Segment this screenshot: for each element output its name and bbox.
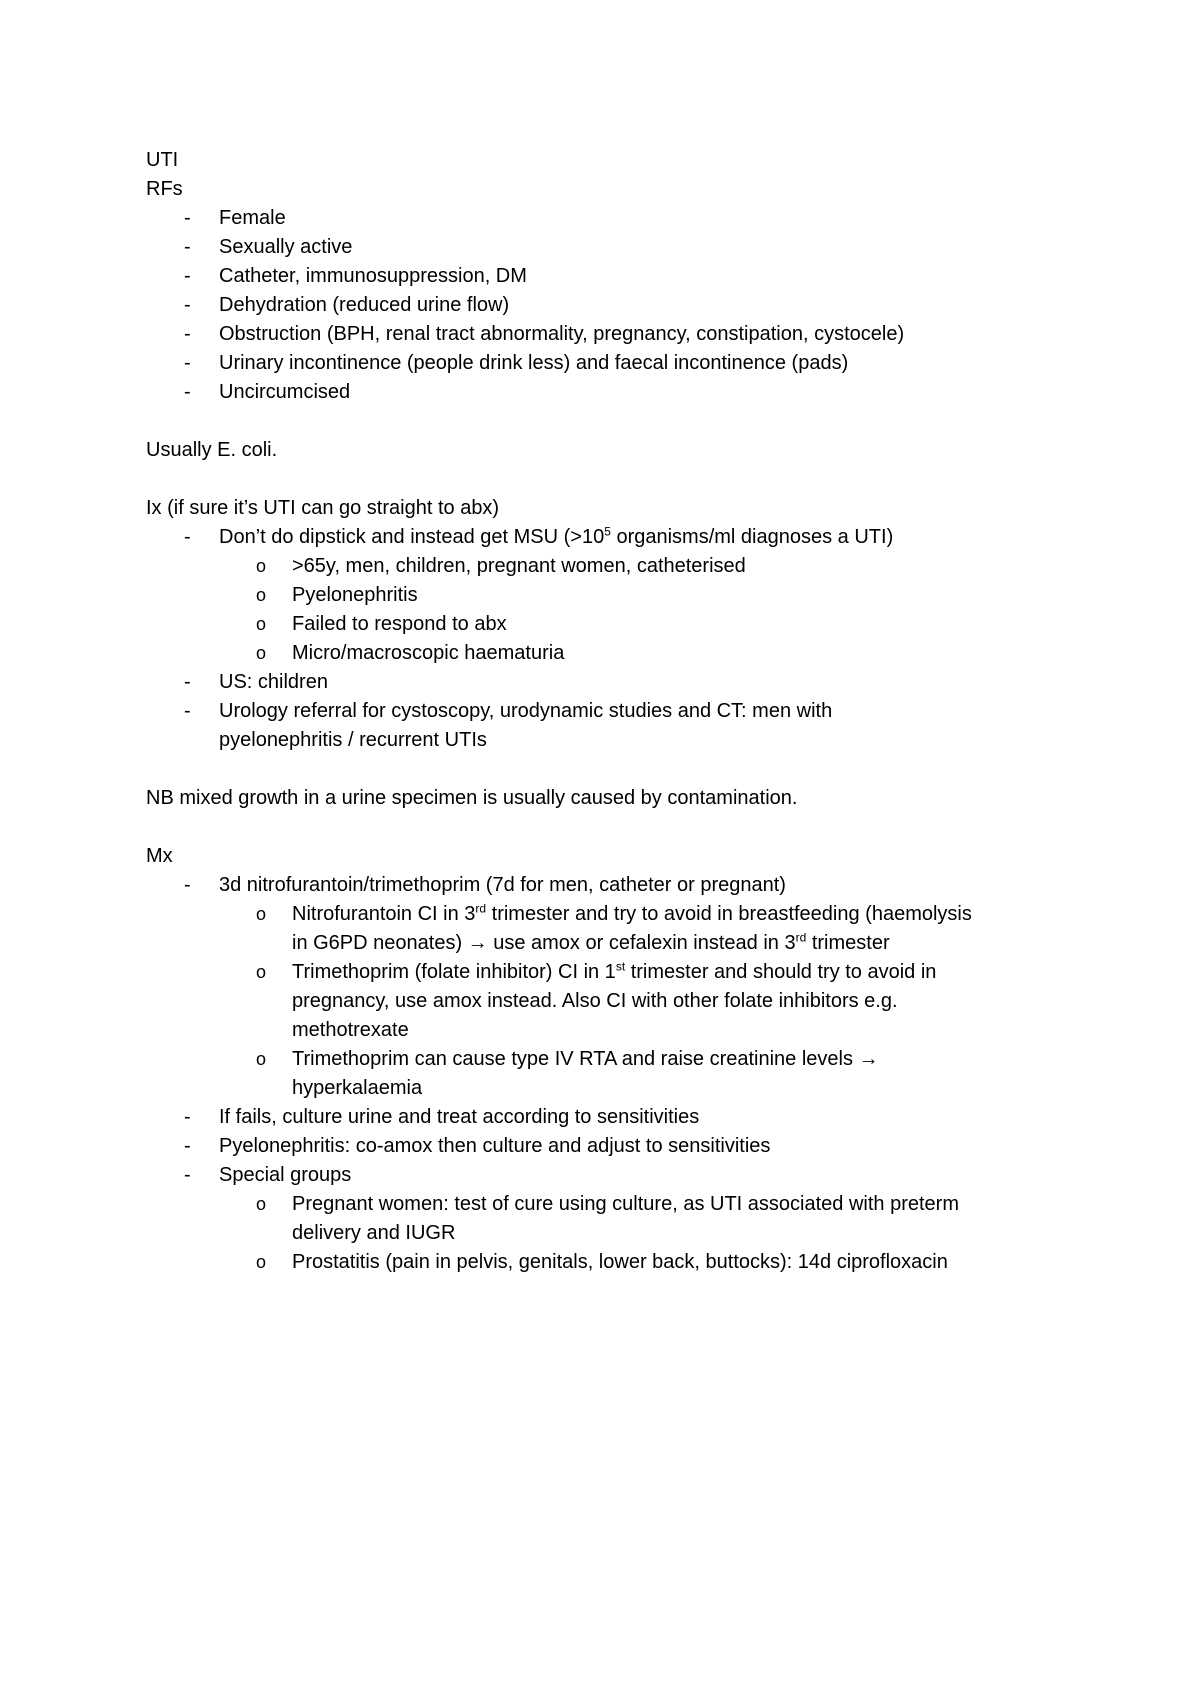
list-item: - Special groups	[184, 1164, 352, 1186]
list-item: - Urology referral for cystoscopy, urodynamic studies and CT: men with pyelonephritis / recurrent UTIs	[184, 700, 833, 751]
list-item: - Obstruction (BPH, renal tract abnormality, pregnancy, constipation, cystocele)	[184, 323, 905, 345]
sub-list-item: o Prostatitis (pain in pelvis, genitals, lower back, buttocks): 14d ciprofloxacin	[256, 1251, 948, 1273]
list-item: - Pyelonephritis: co-amox then culture and adjust to sensitivities	[184, 1135, 771, 1157]
list-item: - Urinary incontinence (people drink less) and faecal incontinence (pads)	[184, 352, 849, 374]
sub-list-item: o Nitrofurantoin CI in 3rd trimester and try to avoid in breastfeeding (haemolysis in G6PD neonates) → use amox or cefalexin instead in 3rd trimester	[256, 901, 972, 954]
document-body	[146, 146, 1086, 1277]
nb-note: NB mixed growth in a urine specimen is usually caused by contamination.	[146, 787, 798, 809]
list-item: - 3d nitrofurantoin/trimethoprim (7d for men, catheter or pregnant)	[184, 874, 786, 896]
sub-list-item: o Micro/macroscopic haematuria	[256, 642, 565, 664]
page-title: UTI	[146, 149, 179, 171]
mx-heading: Mx	[146, 845, 173, 867]
sub-list-item: o Pregnant women: test of cure using culture, as UTI associated with preterm delivery and IUGR	[256, 1193, 959, 1244]
sub-list-item: o >65y, men, children, pregnant women, catheterised	[256, 555, 746, 577]
list-item: - If fails, culture urine and treat according to sensitivities	[184, 1106, 700, 1128]
sub-list-item: o Failed to respond to abx	[256, 613, 507, 635]
ix-heading: Ix (if sure it’s UTI can go straight to abx)	[146, 497, 500, 519]
list-item: - Uncircumcised	[184, 381, 351, 403]
sub-list-item: o Trimethoprim can cause type IV RTA and raise creatinine levels → hyperkalaemia	[256, 1048, 879, 1099]
list-item: - Don’t do dipstick and instead get MSU ($>10^5$ organisms/ml diagnoses a UTI)	[184, 524, 894, 548]
list-item: - Sexually active	[184, 236, 353, 258]
rfs-heading: RFs	[146, 178, 183, 200]
arrow-icon: →	[858, 1048, 879, 1070]
list-item: - Catheter, immunosuppression, DM	[184, 265, 527, 287]
sub-list-item: o Pyelonephritis	[256, 584, 418, 606]
list-item: - Female	[184, 207, 286, 229]
list-item: - Dehydration (reduced urine flow)	[184, 294, 510, 316]
arrow-icon: →	[467, 932, 488, 954]
organism-note: Usually E. coli.	[146, 439, 278, 461]
list-item: - US: children	[184, 671, 328, 693]
sub-list-item: o Trimethoprim (folate inhibitor) CI in 1st trimester and should try to avoid in pregnancy, use amox instead. Also CI with other folate inhibitors e.g. methotrexate	[256, 959, 937, 1041]
